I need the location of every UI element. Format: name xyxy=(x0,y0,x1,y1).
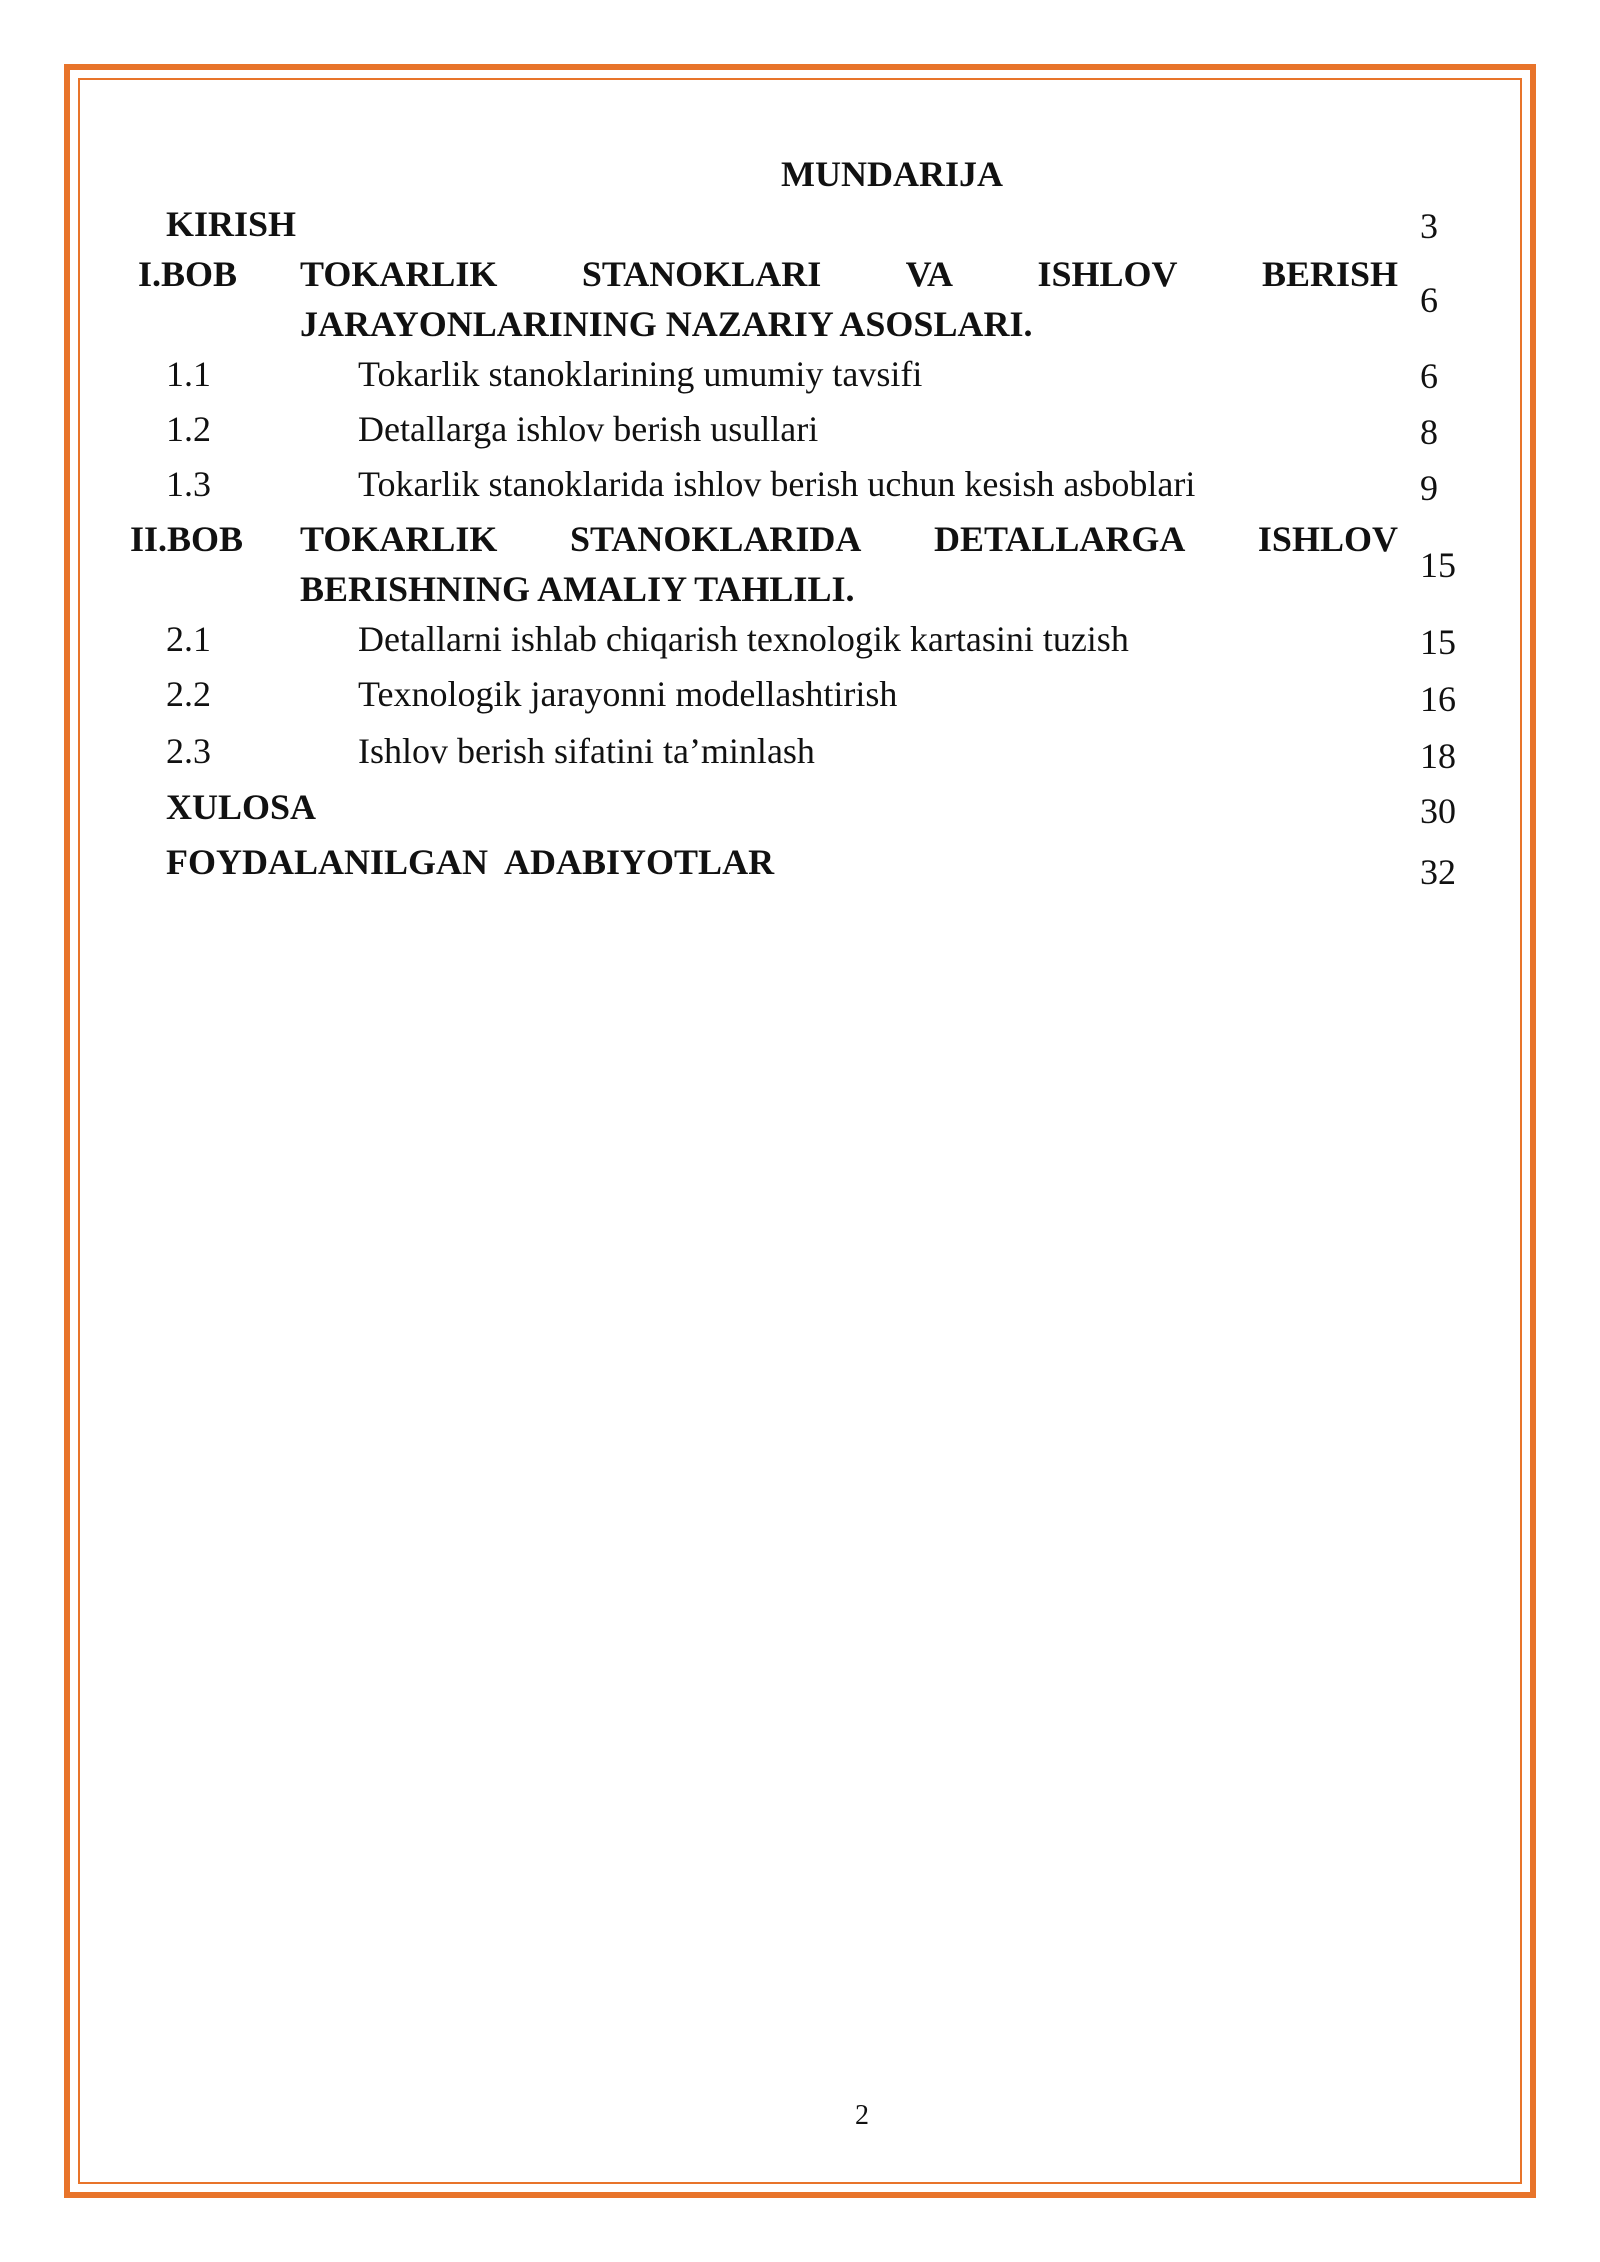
section-number: 2.2 xyxy=(166,674,211,714)
chapter2-title-line2: BERISHNING AMALIY TAHLILI. xyxy=(300,569,855,609)
section-number: 2.3 xyxy=(166,731,211,771)
section-title: Texnologik jarayonni modellashtirish xyxy=(358,674,898,714)
section-number: 1.2 xyxy=(166,409,211,449)
chapter1-title-line1 xyxy=(300,249,1398,299)
chapter2-title xyxy=(300,514,1398,614)
section-page: 18 xyxy=(1420,736,1456,776)
section-title: Tokarlik stanoklarida ishlov berish uchun kesish asboblari xyxy=(358,464,1196,504)
toc-page-conclusion: 30 xyxy=(1420,791,1456,831)
section-page: 15 xyxy=(1420,622,1456,662)
chapter2-title-word: STANOKLARIDA xyxy=(569,519,862,559)
section-page: 8 xyxy=(1420,412,1438,452)
toc-page-references: 32 xyxy=(1420,852,1456,892)
chapter1-title-word: ISHLOV xyxy=(1037,254,1178,294)
chapter2-title-word: ISHLOV xyxy=(1257,519,1398,559)
section-title: Ishlov berish sifatini ta’minlash xyxy=(358,731,815,771)
toc-entry-conclusion: XULOSA xyxy=(166,787,317,827)
chapter2-title-word: DETALLARGA xyxy=(933,519,1186,559)
chapter1-title-word: BERISH xyxy=(1261,254,1398,294)
toc-entry-intro: KIRISH xyxy=(166,204,297,244)
toc-heading: MUNDARIJA xyxy=(781,154,1003,194)
toc-entry-references: FOYDALANILGAN ADABIYOTLAR xyxy=(166,842,775,882)
toc-page-intro: 3 xyxy=(1420,206,1438,246)
section-title: Detallarga ishlov berish usullari xyxy=(358,409,819,449)
chapter1-number: I.BOB xyxy=(138,254,238,294)
chapter1-title-word: VA xyxy=(905,254,954,294)
page-number-footer: 2 xyxy=(855,2100,869,2131)
section-title: Detallarni ishlab chiqarish texnologik kartasini tuzish xyxy=(358,619,1129,659)
section-page: 16 xyxy=(1420,679,1456,719)
chapter1-title xyxy=(300,249,1398,349)
chapter2-number: II.BOB xyxy=(130,519,244,559)
toc-page-chapter2: 15 xyxy=(1420,545,1456,585)
section-page: 6 xyxy=(1420,356,1438,396)
section-page: 9 xyxy=(1420,468,1438,508)
toc-page-chapter1: 6 xyxy=(1420,280,1438,320)
section-number: 1.1 xyxy=(166,354,211,394)
section-title: Tokarlik stanoklarining umumiy tavsifi xyxy=(358,354,923,394)
chapter2-title-line1 xyxy=(300,514,1398,564)
section-number: 2.1 xyxy=(166,619,211,659)
chapter1-title-line2: JARAYONLARINING NAZARIY ASOSLARI. xyxy=(300,304,1033,344)
section-number: 1.3 xyxy=(166,464,211,504)
chapter1-title-word: STANOKLARI xyxy=(581,254,822,294)
chapter1-title-word: TOKARLIK xyxy=(300,254,498,294)
chapter2-title-word: TOKARLIK xyxy=(300,519,498,559)
